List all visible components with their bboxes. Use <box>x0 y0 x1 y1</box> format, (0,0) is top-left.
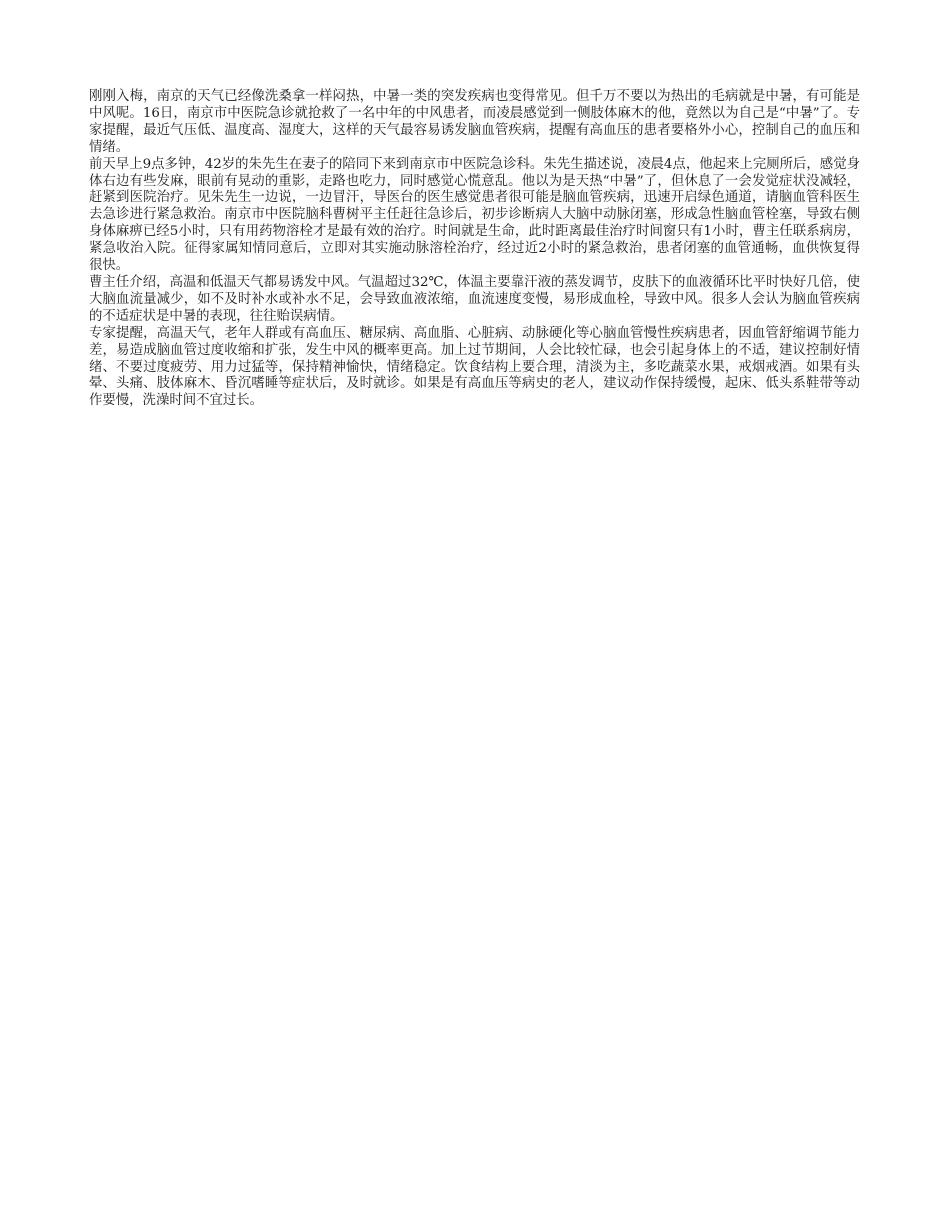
paragraph-advice: 专家提醒，高温天气，老年人群或有高血压、糖尿病、高血脂、心脏病、动脉硬化等心脑血管慢性疾病患者，因血管舒缩调节能力差，易造成脑血管过度收缩和扩张，发生中风的概率更高。加上过节期间，人会比较忙碌，也会引起身体上的不适，建议控制好情绪、不要过度疲劳、用力过猛等，保持精神愉快，情绪稳定。饮食结构上要合理，清淡为主，多吃蔬菜水果，戒烟戒酒。如果有头晕、头痛、肢体麻木、昏沉嗜睡等症状后，及时就诊。如果是有高血压等病史的老人，建议动作保持缓慢，起床、低头系鞋带等动作要慢，洗澡时间不宜过长。 <box>89 325 860 409</box>
paragraph-intro: 刚刚入梅，南京的天气已经像洗桑拿一样闷热，中暑一类的突发疾病也变得常见。但千万不要以为热出的毛病就是中暑，有可能是中风呢。16日，南京市中医院急诊就抢救了一名中年的中风患者，而凌晨感觉到一侧肢体麻木的他，竟然以为自己是“中暑”了。专家提醒，最近气压低、温度高、湿度大，这样的天气最容易诱发脑血管疾病，提醒有高血压的患者要格外小心，控制自己的血压和情绪。 <box>89 89 860 155</box>
paragraph-cause: 曹主任介绍，高温和低温天气都易诱发中风。气温超过32℃，体温主要靠汗液的蒸发调节，皮肤下的血液循环比平时快好几倍，使大脑血流量减少，如不及时补水或补水不足，会导致血液浓缩，血流速度变慢，易形成血栓，导致中风。很多人会认为脑血管疾病的不适症状是中暑的表现，往往贻误病情。 <box>89 274 860 324</box>
paragraph-case: 前天早上9点多钟，42岁的朱先生在妻子的陪同下来到南京市中医院急诊科。朱先生描述说，凌晨4点，他起来上完厕所后，感觉身体右边有些发麻，眼前有晃动的重影，走路也吃力，同时感觉心慌意乱。他以为是天热“中暑”了，但休息了一会发觉症状没减轻，赶紧到医院治疗。见朱先生一边说，一边冒汗，导医台的医生感觉患者很可能是脑血管疾病，迅速开启绿色通道，请脑血管科医生去急诊进行紧急救治。南京市中医院脑科曹树平主任赶往急诊后，初步诊断病人大脑中动脉闭塞，形成急性脑血管栓塞，导致右侧身体麻痹已经5小时，只有用药物溶栓才是最有效的治疗。时间就是生命，此时距离最佳治疗时间窗只有1小时，曹主任联系病房，紧急收治入院。征得家属知情同意后，立即对其实施动脉溶栓治疗，经过近2小时的紧急救治，患者闭塞的血管通畅，血供恢复得很快。 <box>89 156 860 274</box>
article-body <box>89 89 860 410</box>
